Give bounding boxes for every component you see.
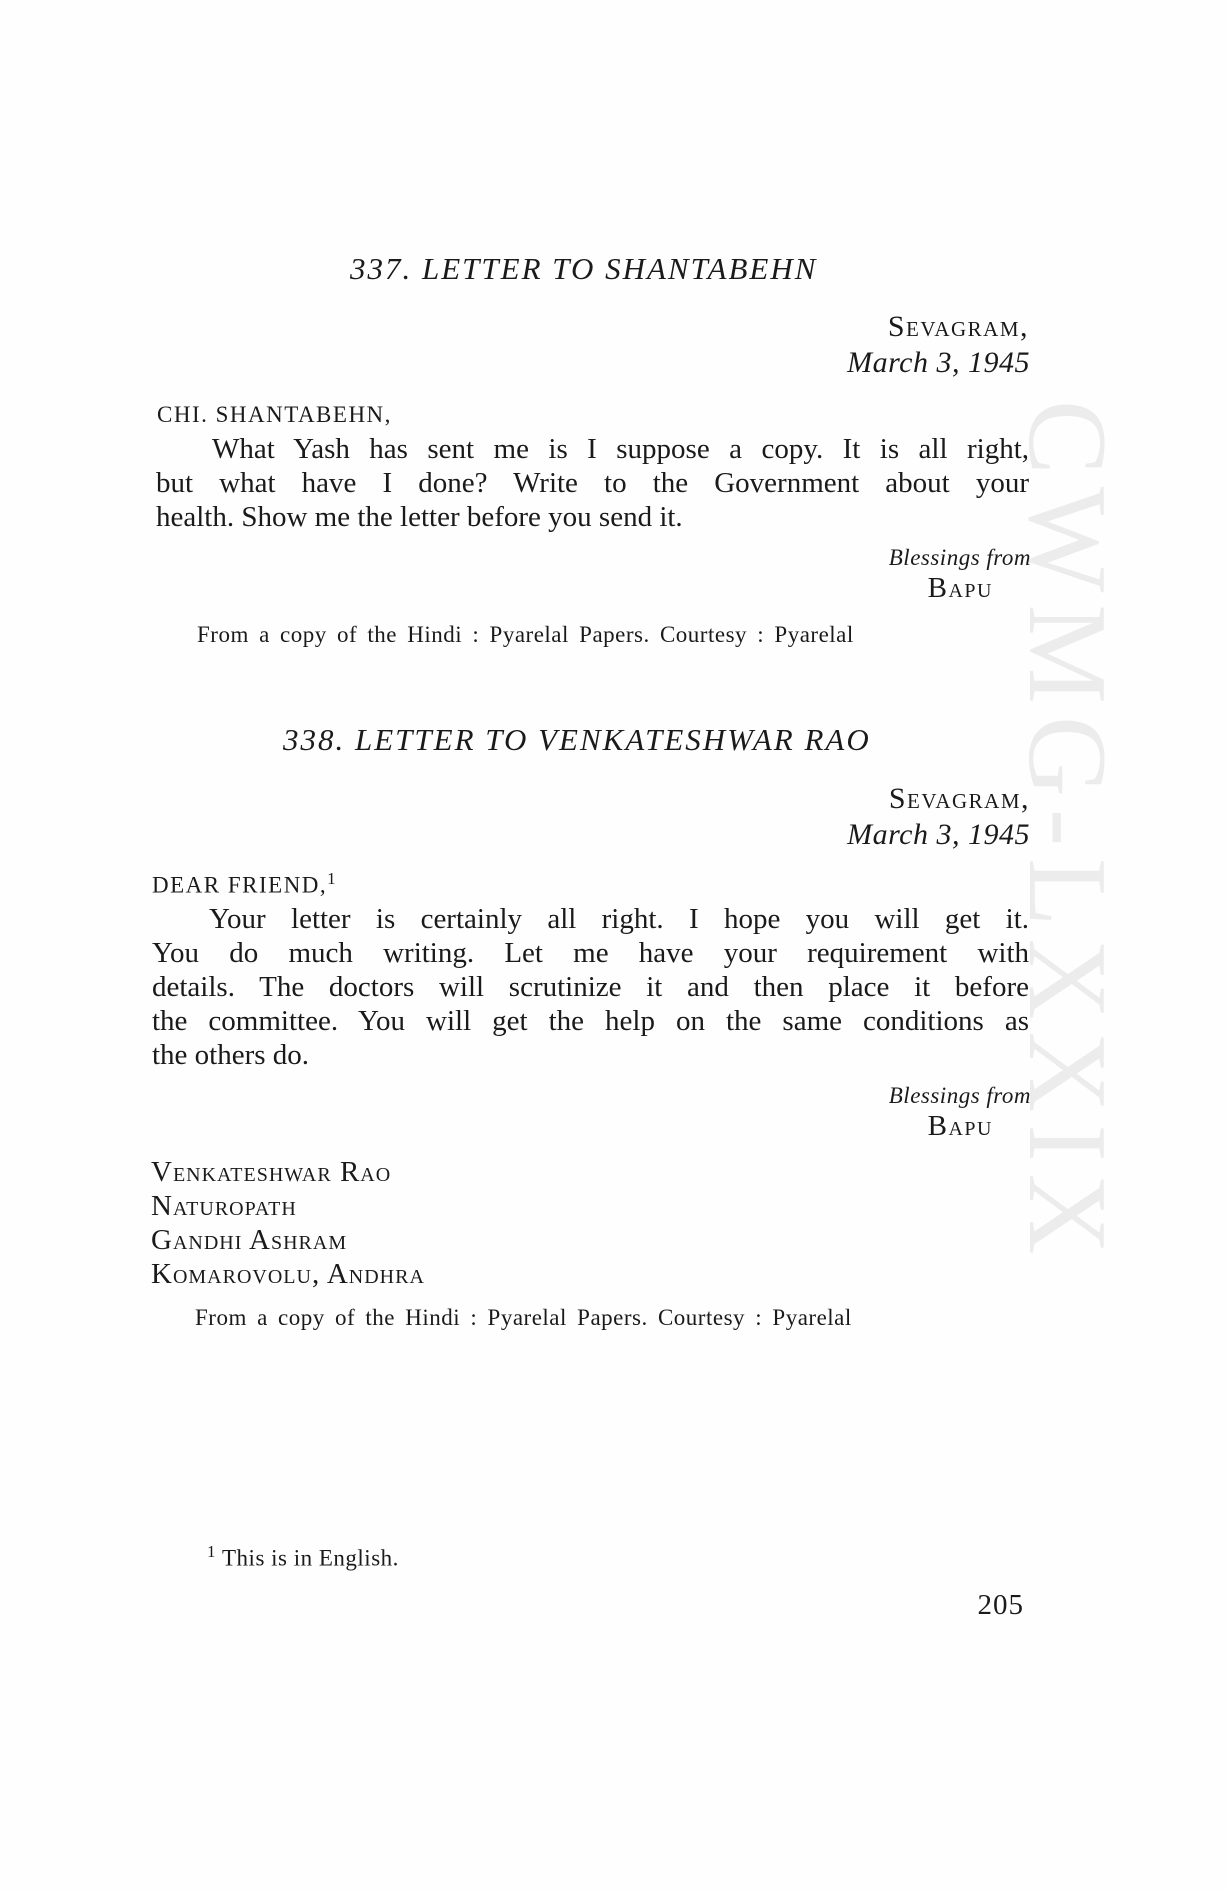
- letter-337-source-note: From a copy of the Hindi : Pyarelal Papers. Courtesy : Pyarelal: [197, 622, 854, 647]
- letter-338-address: [151, 1155, 425, 1291]
- letter-337-closing: Blessings from: [888, 545, 1031, 570]
- letter-337-body-line: What Yash has sent me is I suppose a copy. It is all right,: [212, 433, 1029, 465]
- letter-338-closing: Blessings from: [888, 1083, 1031, 1108]
- watermark-text: CWMG-LXXIX: [1005, 400, 1129, 1267]
- letter-338-body-line: the committee. You will get the help on the same conditions as: [152, 1005, 1029, 1037]
- letter-338-date: March 3, 1945: [847, 818, 1030, 851]
- address-line: Naturopath: [151, 1190, 297, 1222]
- letter-337-date: March 3, 1945: [847, 346, 1030, 379]
- address-line: Komarovolu, Andhra: [151, 1258, 425, 1290]
- letter-338-body-line: Your letter is certainly all right. I hope you will get it.: [209, 903, 1029, 935]
- footnote-mark: 1: [207, 1542, 216, 1561]
- letter-337-heading: 337. LETTER TO SHANTABEHN: [350, 251, 818, 286]
- letter-337-place: Sevagram,: [887, 310, 1029, 343]
- footnote-reference: 1: [327, 869, 336, 888]
- letter-338-body-line: You do much writing. Let me have your requirement with: [152, 937, 1029, 969]
- letter-338-body-line: details. The doctors will scrutinize it and then place it before: [152, 971, 1029, 1003]
- letter-338-heading: 338. LETTER TO VENKATESHWAR RAO: [283, 722, 871, 757]
- letter-338-signature: Bapu: [927, 1110, 993, 1142]
- letter-337-salutation: CHI. SHANTABEHN,: [157, 402, 392, 427]
- letter-338-salutation: [152, 869, 336, 899]
- letter-337-body-line: health. Show me the letter before you send it.: [156, 501, 683, 533]
- letter-338-body-line: the others do.: [152, 1039, 310, 1071]
- letter-338-source-note: From a copy of the Hindi : Pyarelal Papers. Courtesy : Pyarelal: [195, 1305, 852, 1330]
- letter-338-place: Sevagram,: [888, 782, 1030, 815]
- footnote: [207, 1542, 399, 1572]
- letter-337-body: [156, 432, 1029, 534]
- letter-338-body: [152, 902, 1029, 1072]
- address-line: Gandhi Ashram: [151, 1224, 348, 1256]
- footnote-text: This is in English.: [222, 1545, 399, 1571]
- letter-338-salutation-text: DEAR FRIEND,: [152, 872, 328, 898]
- page-number: 205: [977, 1589, 1024, 1621]
- letter-337-body-line: but what have I done? Write to the Government about your: [156, 467, 1029, 499]
- address-line: Venkateshwar Rao: [151, 1156, 392, 1188]
- letter-337-signature: Bapu: [927, 572, 993, 604]
